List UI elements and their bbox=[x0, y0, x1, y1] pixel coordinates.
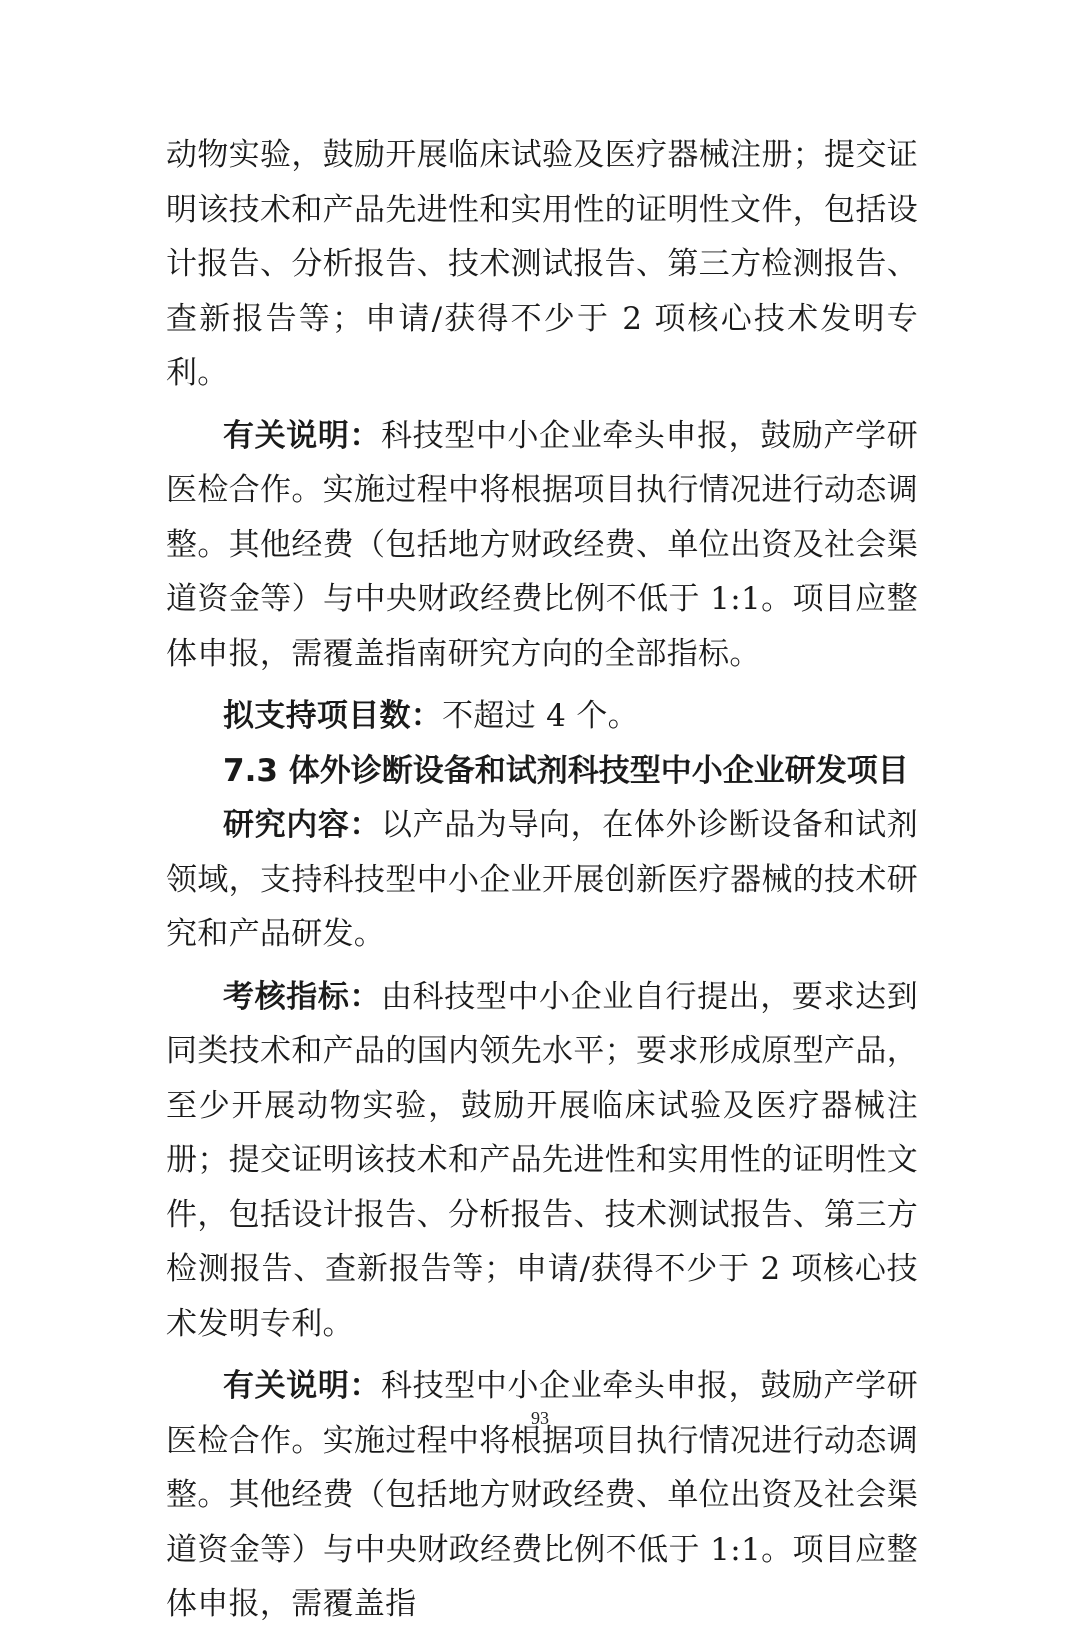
paragraph-text: 科技型中小企业牵头申报，鼓励产学研医检合作。实施过程中将根据项目执行情况进行动态调整。其他经费（包括地方财政经费、单位出资及社会渠道资金等）与中央财政经费比例不低于 1:1。项目应整体申报，需覆盖指南研究方向的全部指标。 bbox=[166, 417, 918, 672]
paragraph-support-count bbox=[166, 689, 918, 744]
paragraph-continued-indicators bbox=[166, 128, 918, 401]
paragraph-lead: 有关说明： bbox=[223, 1368, 382, 1404]
paragraph-lead: 有关说明： bbox=[223, 417, 382, 454]
paragraph-text: 以产品为导向，在体外诊断设备和试剂领域，支持科技型中小企业开展创新医疗器械的技术研究和产品研发。 bbox=[166, 807, 918, 952]
paragraph-lead: 拟支持项目数： bbox=[223, 698, 443, 734]
paragraph-research-content bbox=[166, 798, 918, 962]
paragraph-indicators bbox=[166, 970, 918, 1352]
section-heading: 7.3 体外诊断设备和试剂科技型中小企业研发项目 bbox=[223, 752, 909, 789]
paragraph-text: 不超过 4 个。 bbox=[442, 698, 639, 734]
paragraph-text: 科技型中小企业牵头申报，鼓励产学研医检合作。实施过程中将根据项目执行情况进行动态调整。其他经费（包括地方财政经费、单位出资及社会渠道资金等）与中央财政经费比例不低于 1:1。项目应整体申报，需覆盖指 bbox=[166, 1368, 918, 1622]
paragraph-text: 动物实验，鼓励开展临床试验及医疗器械注册；提交证明该技术和产品先进性和实用性的证明性文件，包括设计报告、分析报告、技术测试报告、第三方检测报告、查新报告等；申请/获得不少于 2 项核心技术发明专利。 bbox=[166, 137, 918, 391]
page-number: 93 bbox=[531, 1408, 549, 1428]
paragraph-lead: 研究内容： bbox=[223, 807, 382, 843]
paragraph-notes-2 bbox=[166, 1359, 918, 1632]
paragraph-text: 由科技型中小企业自行提出，要求达到同类技术和产品的国内领先水平；要求形成原型产品，至少开展动物实验，鼓励开展临床试验及医疗器械注册；提交证明该技术和产品先进性和实用性的证明性文件，包括设计报告、分析报告、技术测试报告、第三方检测报告、查新报告等；申请/获得不少于 2 项核心技术发明专利。 bbox=[166, 978, 918, 1342]
paragraph-notes bbox=[166, 409, 918, 682]
paragraph-lead: 考核指标： bbox=[223, 978, 382, 1015]
